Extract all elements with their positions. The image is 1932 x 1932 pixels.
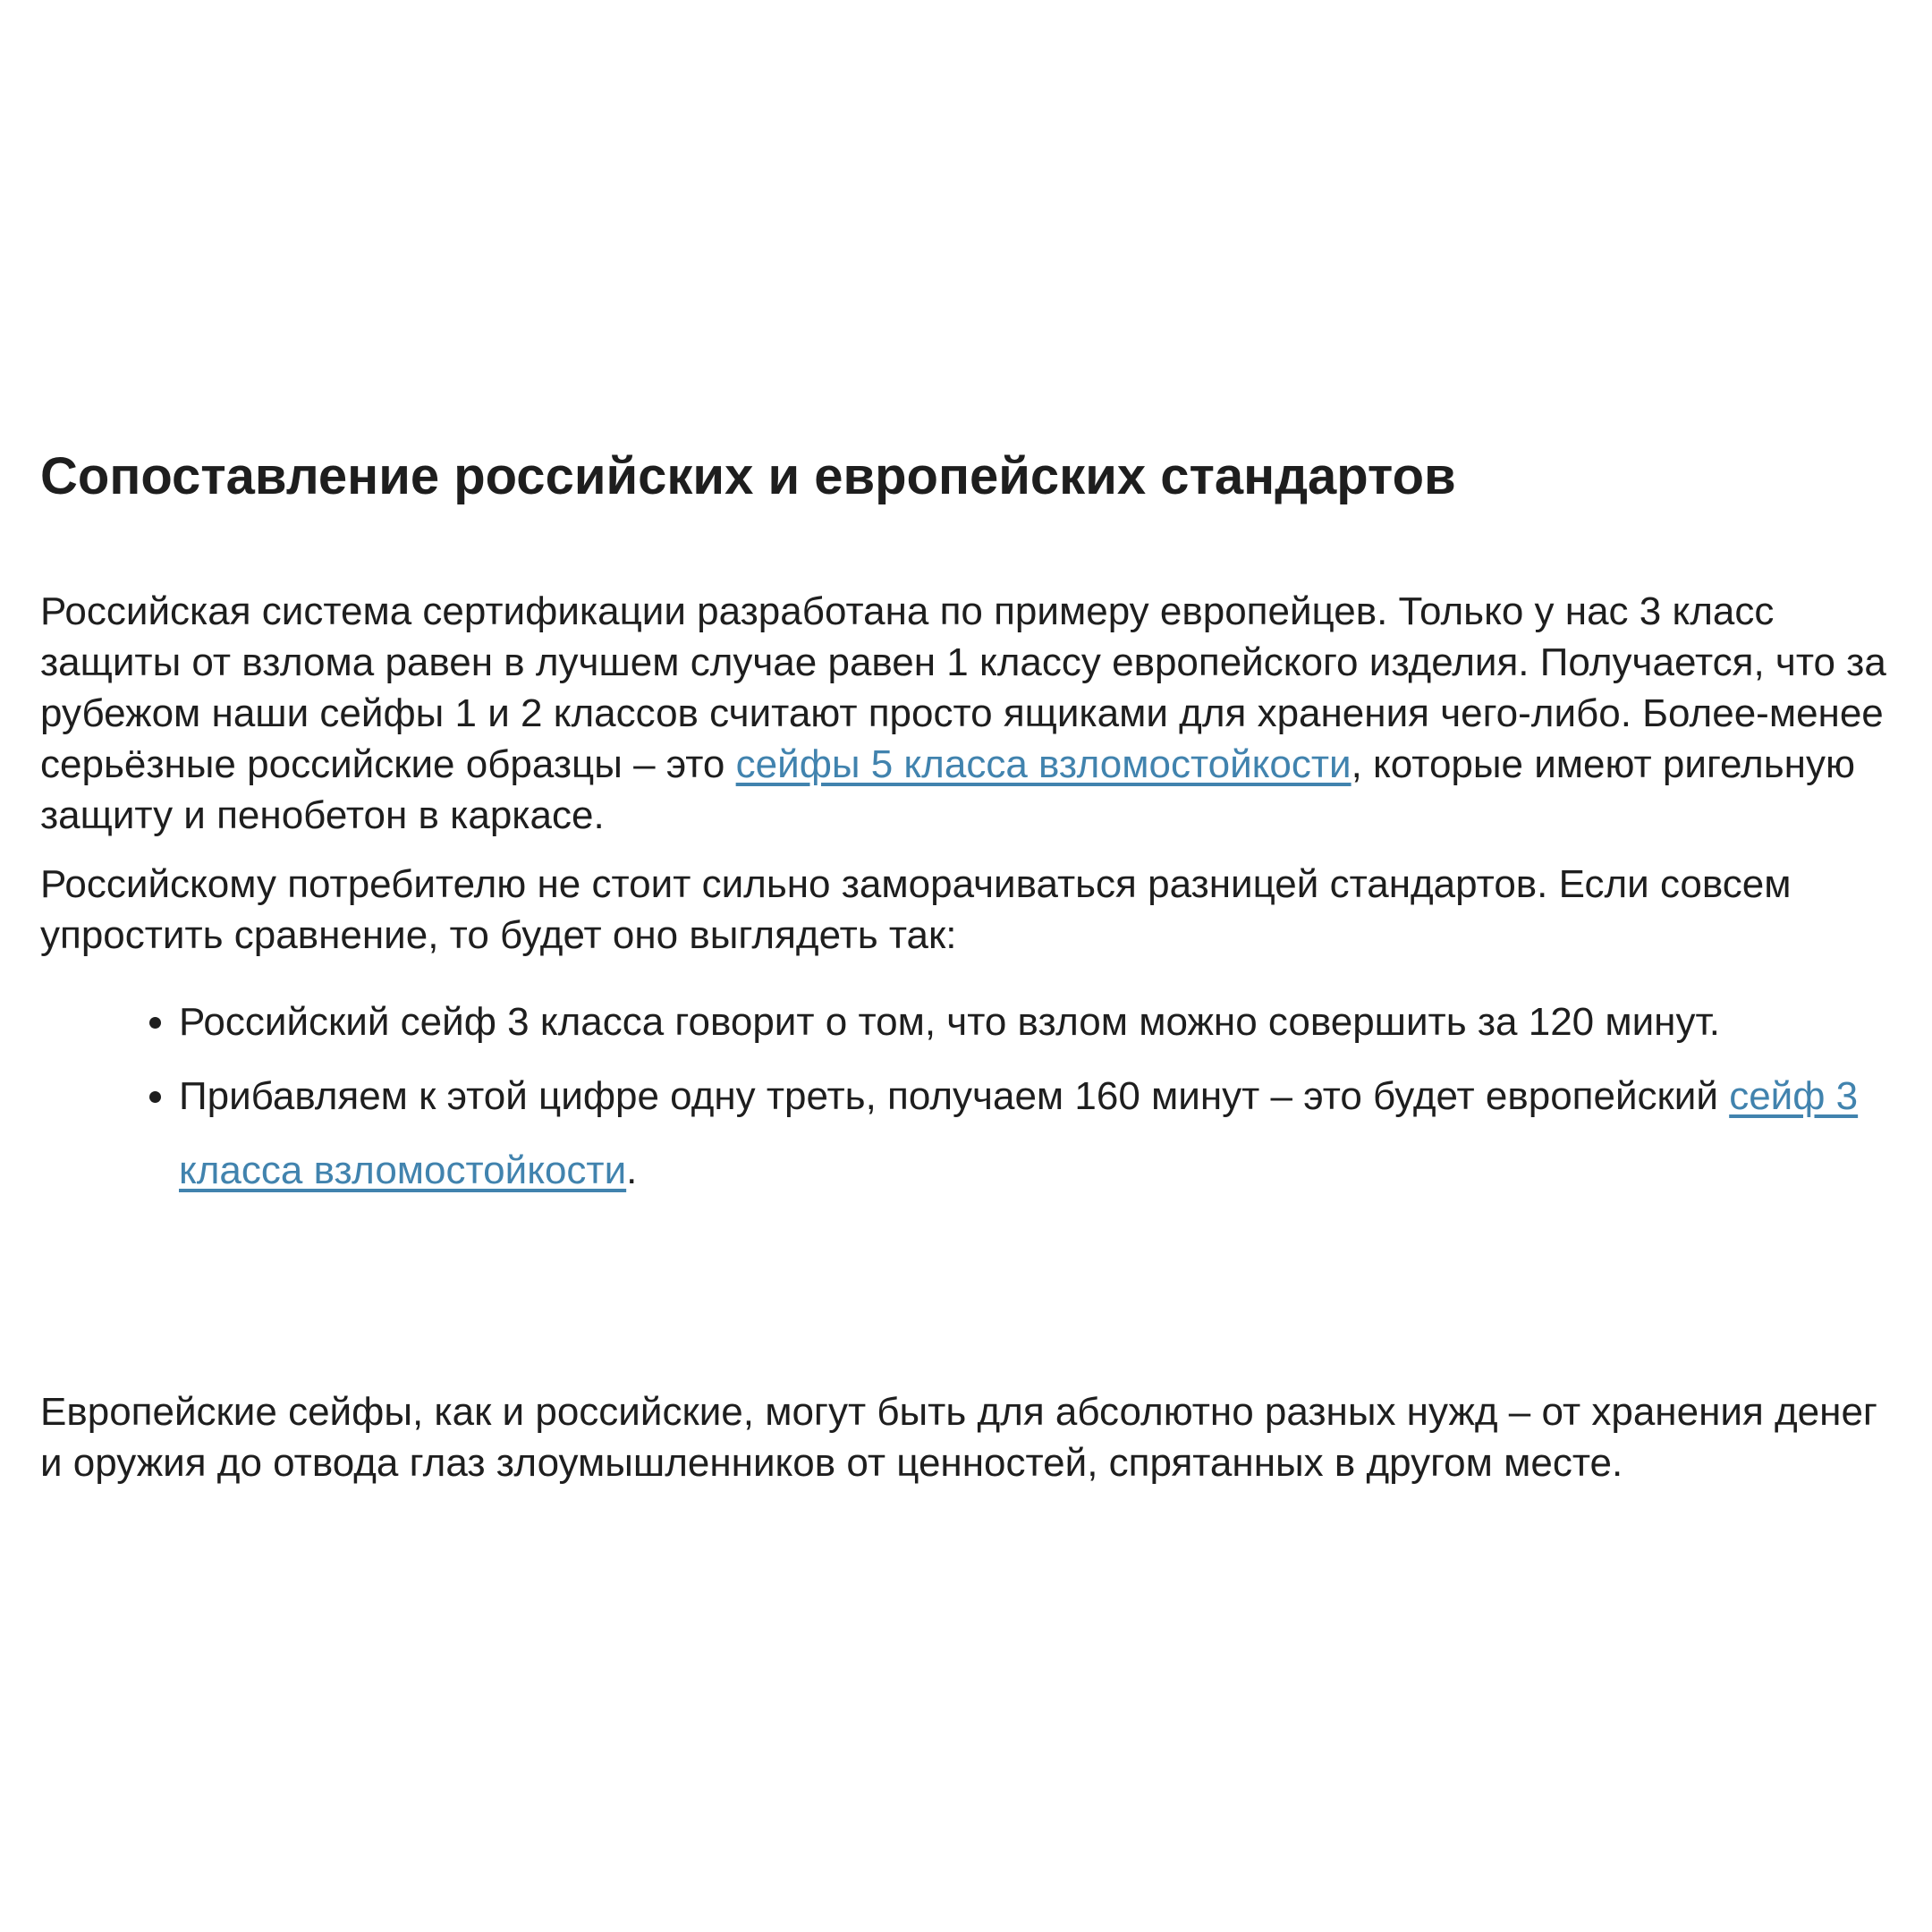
- link-safes-class5-burglary-resistance[interactable]: сейфы 5 класса взломостойкости: [735, 741, 1352, 786]
- list-item-text-before: Прибавляем к этой цифре одну треть, получаем 160 минут – это будет европейский: [179, 1073, 1730, 1118]
- comparison-list: [40, 985, 1887, 1208]
- list-item-russian-safe: • Российский сейф 3 класса говорит о том, что взлом можно совершить за 120 минут.: [179, 985, 1887, 1059]
- list-item-text-after: .: [626, 1148, 638, 1192]
- paragraph-closing: Европейские сейфы, как и российские, могут быть для абсолютно разных нужд – от хранения денег и оружия до отвода глаз злоумышленников от ценностей, спрятанных в другом месте.: [40, 1389, 1877, 1485]
- paragraph-comparison: Российскому потребителю не стоит сильно заморачиваться разницей стандартов. Если совсем упростить сравнение, то будет оно выглядеть так:: [40, 861, 1792, 957]
- link-safe-class3-burglary-resistance[interactable]: сейф 3 класса взломостойкости: [179, 1073, 1859, 1192]
- list-item-european-safe: [179, 1059, 1887, 1208]
- empty-space: [40, 1208, 1887, 1386]
- paragraph-intro-text-after: , которые имеют ригельную защиту и пенобетон в каркасе.: [40, 741, 1855, 837]
- article-heading: Сопоставление российских и европейских стандартов: [40, 447, 1456, 505]
- paragraph-intro: [40, 586, 1887, 841]
- paragraph-intro-text-before: Российская система сертификации разработана по примеру европейцев. Только у нас 3 класс защиты от взлома равен в лучшем случае равен 1 классу европейского изделия. Получается, что за рубежом наши сейфы 1 и 2 классов считают просто ящиками для хранения чего-либо. Более-менее серьёзные российские образцы – это: [40, 589, 1886, 786]
